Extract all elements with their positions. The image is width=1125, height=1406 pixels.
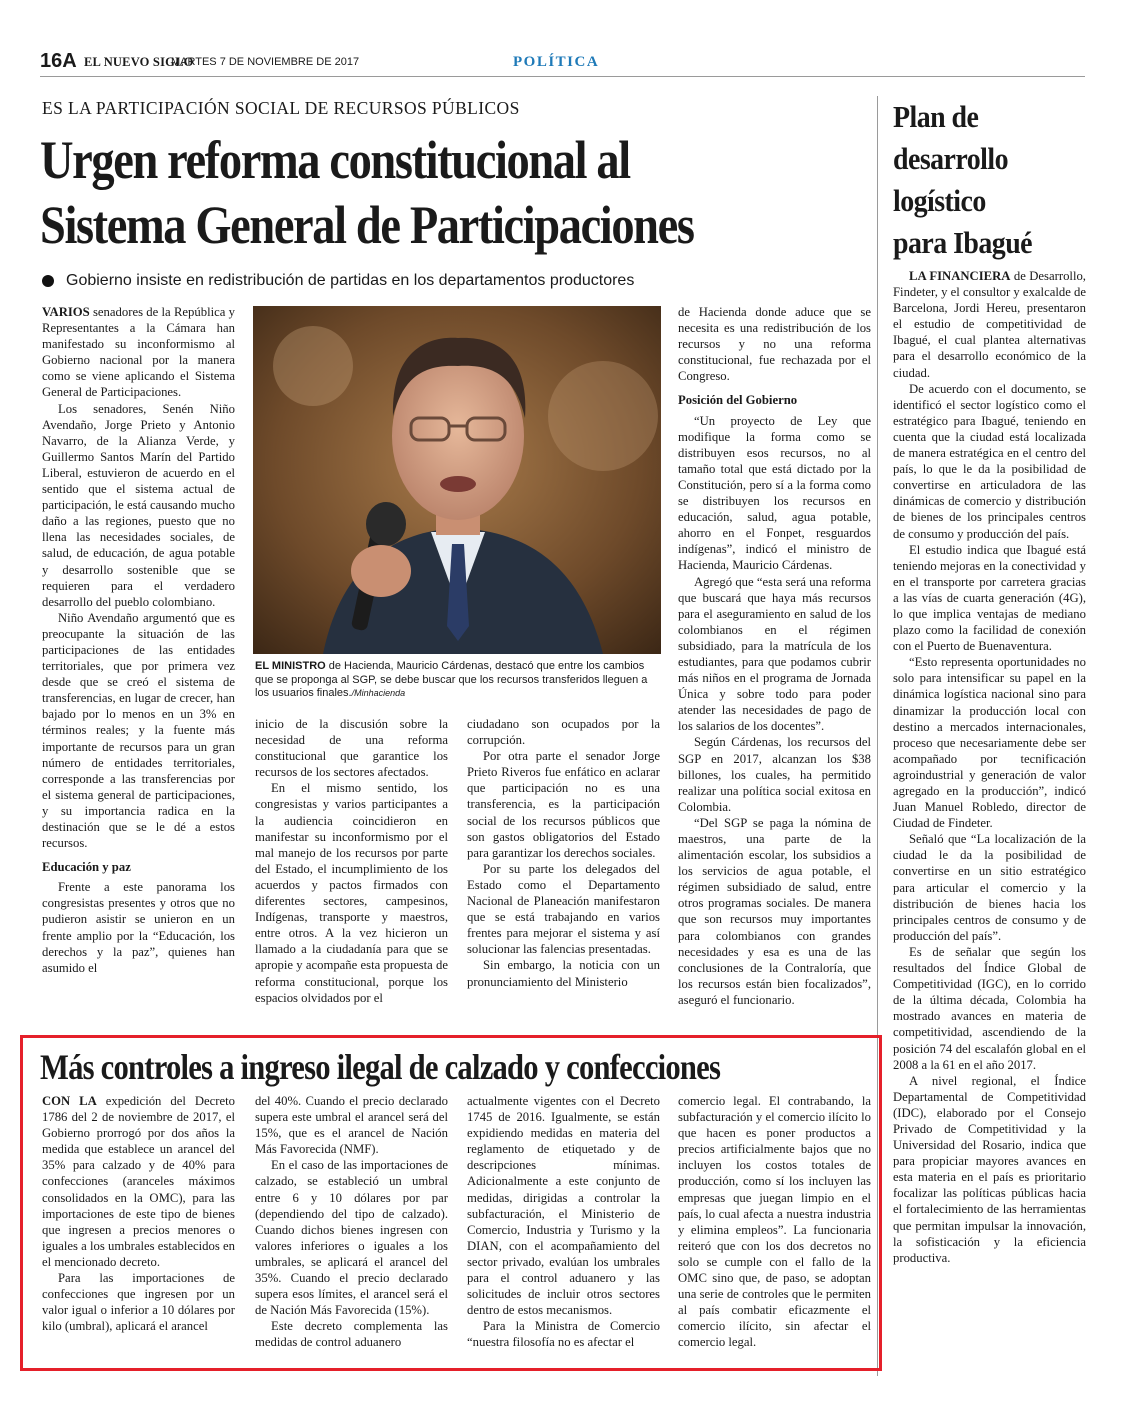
paragraph: ciudadano son ocupados por la corrupción. (467, 717, 660, 748)
main-headline-line1: Urgen reforma constitucional al (40, 130, 630, 190)
paragraph: Niño Avendaño argumentó que es preocupante la situación de las participaciones de las entidades territoriales, que por primera vez desde que se creó el sistema de transferencias, en lugar de crecer, han bajado por lo menos en un 3% en términos reales; y la fuente más importante de recursos para un gran número de entidades territoriales, corresponde a las transferencias por el sistema general de participaciones, y su importancia radica en la destinación que se le dé a estos recursos. (42, 610, 235, 851)
paragraph: El estudio indica que Ibagué está teniendo mejoras en la conectividad y en el transporte por carretera gracias a las vías de cuarta generación (4G), lo que implica ventajas de mediano plazo como la facilidad de conexión con el Puerto de Buenaventura. (893, 542, 1086, 654)
section-label: POLÍTICA (513, 54, 600, 70)
caption-lead: EL MINISTRO (255, 660, 326, 672)
paragraph: Por otra parte el senador Jorge Prieto Riveros fue enfático en aclarar que participación no es una transferencia, es la participación social de los recursos públicos que son gastos obligatorios del Estado para garantizar los derechos sociales. (467, 749, 660, 860)
paragraph (42, 304, 235, 401)
paragraph: Para las importaciones de confecciones que ingresen por un valor igual o inferior a 10 dólares por kilo (umbral), aplicará el arancel (42, 1271, 235, 1334)
paragraph: “Del SGP se paga la nómina de maestros, una parte de la alimentación escolar, los subsidios a los servicios de agua potable, el régimen subsidiado de salud, entre otros programas sociales. De manera que son recursos muy importantes para colombianos con grandes necesidades y esa es una de las conclusiones de la Contraloría, que los recursos están bien focalizados”, aseguró el funcionario. (678, 815, 871, 1007)
paragraph: del 40%. Cuando el precio declarado supera este umbral el arancel será del 15%, que es el arancel de Nación Más Favorecida (NMF). (255, 1094, 448, 1157)
paragraph: comercio legal. El contrabando, la subfacturación y el comercio ilícito lo que hacen es poner productos a precios artificialmente bajos que no incluyen los costos totales de producción, como sí los incluyen las empresas que juegan limpio en el país, lo cual afecta a nuestra industria y elimina empleos”. La funcionaria reiteró que con los dos decretos no solo se cumple con el fallo de la OMC sino que, de paso, se adoptan una serie de controles que le permiten al país combatir eficazmente el comercio ilícito, sin afectar el comercio legal. (678, 1094, 871, 1350)
box-column-1 (42, 1093, 235, 1358)
issue-date: MARTES 7 DE NOVIEMBRE DE 2017 (171, 56, 360, 68)
main-headline-line2: Sistema General de Participaciones (40, 195, 694, 255)
paragraph: inicio de la discusión sobre la necesidad de una reforma constitucional que garantice los recursos de los sectores afectados. (255, 717, 448, 780)
lead-word: CON LA (42, 1094, 97, 1108)
bullet-icon (42, 275, 54, 287)
newspaper-name: EL NUEVO SIGLO (84, 55, 194, 69)
paragraph: A nivel regional, el Índice Departamental de Competitividad (IDC), elaborado por el Consejo Privado de Competitividad y la Universidad del Rosario, indica que para propiciar mayores avances en esta materia en el país es prioritario focalizar las políticas públicas hacia el fortalecimiento de las herramientas que permitan impulsar la innovación, la sofisticación y la eficiencia productiva. (893, 1073, 1086, 1265)
main-column-3 (467, 716, 660, 1016)
photo-caption (255, 660, 660, 701)
sidebar-headline (893, 96, 1064, 264)
main-subhead: Gobierno insiste en redistribución de partidas en los departamentos productores (66, 272, 635, 289)
paragraph: Para la Ministra de Comercio “nuestra filosofía no es afectar el (467, 1319, 660, 1350)
lead-word: VARIOS (42, 305, 90, 319)
caption-text: de Hacienda, Mauricio Cárdenas, destacó que entre los cambios que se proponga al SGP, se debe buscar que los recursos transferidos lleguen a los usuarios finales. (255, 660, 648, 699)
paragraph: actualmente vigentes con el Decreto 1745 de 2016. Igualmente, se están expidiendo medidas en materia del reglamento de etiquetado y de descripciones mínimas. Adicionalmente a este conjunto de medidas, dirigidas a controlar la subfacturación, el Ministerio de Comercio, Industria y Turismo y la DIAN, con el acompañamiento del sector privado, evalúan los umbrales para el control aduanero y las solicitudes de incluir otros sectores dentro de estos mecanismos. (467, 1094, 660, 1318)
paragraph: Según Cárdenas, los recursos del SGP en 2017, alcanzan los $38 billones, los cuales, ha permitido realizar una política social exitosa en Colombia. (678, 735, 871, 814)
box-column-2 (255, 1093, 448, 1358)
minister-photo (253, 306, 661, 654)
paragraph: “Esto representa oportunidades no solo para intensificar su papel en la dinámica logística nacional sino para dinamizar la producción local con destino a mercados internacionales, proceso que necesariamente debe ser acompañado por tecnificación agroindustrial y generación de valor agregado en la producción”, indicó Juan Manuel Robledo, director de Ciudad de Findeter. (893, 655, 1086, 831)
subheading: Posición del Gobierno (678, 393, 798, 408)
sidebar-headline-line4: para Ibagué (893, 225, 1033, 260)
subheading: Educación y paz (42, 860, 131, 875)
box-column-3 (467, 1093, 660, 1358)
paragraph-text: de Desarrollo, Findeter, y el consultor y exalcalde de Barcelona, Jordi Hereu, presentaron el estudio de competitividad de Ibagué, el cual plantea alternativas para el desarrollo económico de la ciudad. (893, 269, 1086, 380)
lead-word: LA FINANCIERA (909, 269, 1011, 283)
paragraph: Por su parte los delegados del Estado como el Departamento Nacional de Planeación manifestaron que se está trabajando en varios frentes para mejorar el sistema y así solucionar las falencias presentadas. (467, 861, 660, 957)
main-headline (40, 128, 762, 258)
paragraph: En el caso de las importaciones de calzado, se estableció un umbral entre 6 y 10 dólares por par (dependiendo del tipo de calzado). Cuando dichos bienes ingresen con valores inferiores o iguales a los umbrales, se aplicará el arancel del 35%. Cuando el precio declarado supera esos límites, el arancel será el de Nación Más Favorecida (15%). (255, 1158, 448, 1318)
header-rule (40, 76, 1085, 77)
box-column-4 (678, 1093, 871, 1358)
paragraph: Es de señalar que según los resultados del Índice Global de Competitividad (IGC), en lo corrido de la última década, Colombia ha mostrado avances en materia de competitividad, ascendiendo de la posición 74 del escalafón global en el 2008 a la 61 en el año 2017. (893, 944, 1086, 1072)
box-headline: Más controles a ingreso ilegal de calzado y confecciones (40, 1047, 721, 1087)
photo-credit: /Minhacienda (351, 688, 406, 698)
main-kicker: ES LA PARTICIPACIÓN SOCIAL DE RECURSOS PÚBLICOS (42, 98, 520, 118)
sidebar-headline-line1: Plan de (893, 99, 979, 134)
main-column-1 (42, 304, 235, 1024)
paragraph: En el mismo sentido, los congresistas y varios participantes a la audiencia coincidieron en manifestar su inconformismo por el mal manejo de los recursos por parte del Estado, el incumplimiento de los acuerdos y pactos firmados con diferentes sectores, campesinos, Indígenas, transporte y maestros, entre otros. A la vez hicieron un llamado a la ciudadanía para que se apropie y acompañe esta propuesta de reforma constitucional, porque los espacios olvidados por el (255, 781, 448, 1005)
paragraph (42, 1093, 235, 1270)
paragraph: Sin embargo, la noticia con un pronunciamiento del Ministerio (467, 958, 660, 989)
sidebar-headline-line3: logístico (893, 183, 986, 218)
paragraph: Frente a este panorama los congresistas presentes y otros que no pudieron asistir se unieron en un frente amplio por la “Educación, los derechos y la paz”, quienes han asumido el (42, 880, 235, 975)
main-column-2 (255, 716, 448, 1016)
sidebar-headline-line2: desarrollo (893, 141, 1008, 176)
sidebar-column (893, 268, 1086, 1378)
paragraph-text: expedición del Decreto 1786 del 2 de noviembre de 2017, el Gobierno prorrogó por dos años la medida que establece un arancel del 35% para calzado y de 40% para confecciones (aranceles máximos consolidados en la OMC), para las importaciones de este tipo de bienes que ingresen a precios menores o iguales a los umbrales establecidos en el mencionado decreto. (42, 1094, 235, 1269)
main-column-4 (678, 304, 871, 1024)
paragraph: Este decreto complementa las medidas de control aduanero (255, 1319, 448, 1350)
paragraph: Agregó que “esta será una reforma que buscará que haya más recursos para el aseguramiento en salud de los colombianos en el régimen subsidiado, para la matrícula de los estudiantes, para que podamos cubrir más niños en el programa de Jornada Única y sobre todo para poder atender las necesidades de pago de los salarios de los docentes”. (678, 574, 871, 734)
paragraph: De acuerdo con el documento, se identificó el sector logístico como el estratégico para Ibagué, teniendo en cuenta que la ciudad está localizada de manera estratégica en el centro del país, lo que le da la posibilidad de convertirse en articuladora de las dinámicas de comercio y distribución de bienes de los principales centros de consumo y producción del país. (893, 381, 1086, 541)
paragraph: de Hacienda donde aduce que se necesita es una redistribución de los recursos y no una reforma constitucional, fue rechazada por el Congreso. (678, 305, 871, 384)
page-number: 16A (40, 50, 77, 72)
paragraph: “Un proyecto de Ley que modifique la forma como se distribuyen esos recursos, no al tamaño total que está dictado por la Constitución, pero sí a la forma como se distribuyen los recursos en educación, salud, agua potable, ahorro en el Fonpet, resguardos indígenas”, indicó el ministro de Hacienda, Mauricio Cárdenas. (678, 413, 871, 573)
paragraph-text: senadores de la República y Representantes a la Cámara han manifestado su inconformismo al Gobierno nacional por la manera como se viene aplicando el Sistema General de Participaciones. (42, 305, 235, 400)
paragraph: Los senadores, Senén Niño Avendaño, Jorge Prieto y Antonio Navarro, de la Alianza Verde, y Guillermo Santos Marín del Partido Liberal, estuvieron de acuerdo en el sentido que el sistema actual de participación, le está causando mucho daño a las regiones, puesto que no llena las necesidades sociales, de salud, de educación, de agua potable y desarrollo sostenible que se requieren para el verdadero desarrollo del pueblo colombiano. (42, 401, 235, 609)
paragraph: Señaló que “La localización de la ciudad le da la posibilidad de convertirse en un sitio estratégico para articular el comercio y la distribución de bienes hacia los principales centros de consumo y de producción del país”. (893, 832, 1086, 943)
paragraph (893, 268, 1086, 381)
